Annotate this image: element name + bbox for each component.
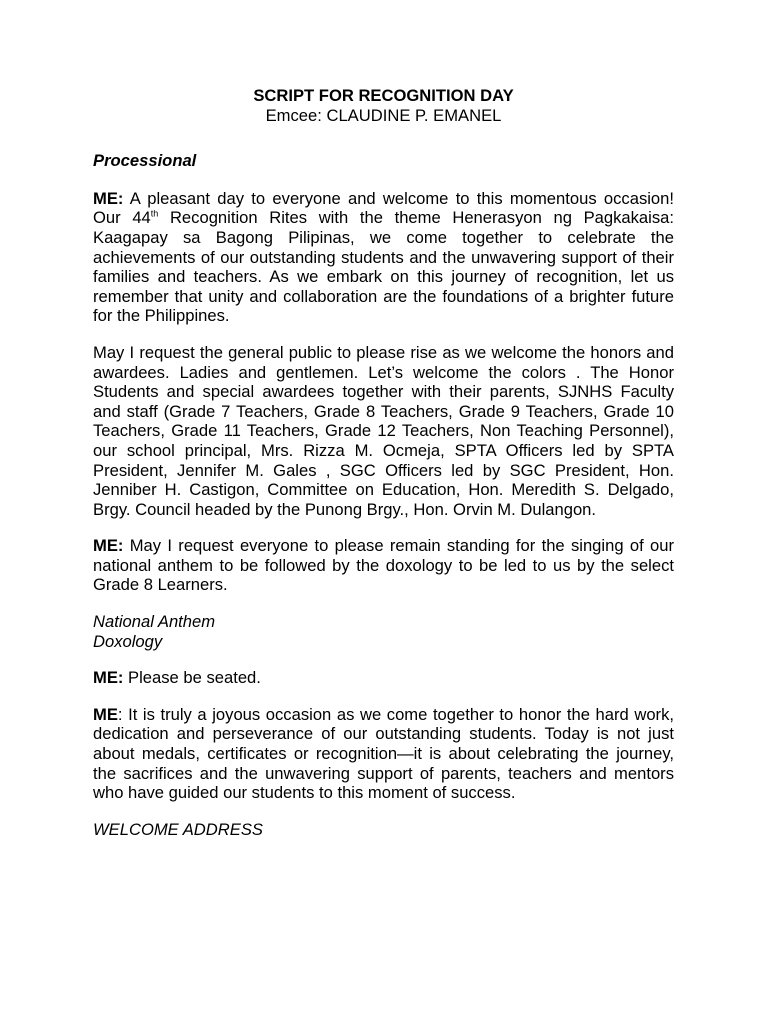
emcee-line: Emcee: CLAUDINE P. EMANEL — [265, 105, 502, 125]
paragraph-welcome-text-a: A pleasant day to everyone and welcome to this momentous occasion! Our 44 — [93, 188, 674, 228]
paragraph-anthem-request — [93, 536, 674, 595]
paragraph-welcome — [93, 189, 674, 326]
document-title: SCRIPT FOR RECOGNITION DAY — [253, 86, 514, 105]
paragraph-welcome-text-b: Recognition Rites with the theme Henerasyon ng Pagkakaisa: Kaagapay sa Bagong Pilipinas, we come together to celebrate the achievements of our outstanding students and the unwavering support of their families and teachers. As we embark on this journey of recognition, let us remember that unity and collaboration are the foundations of a brighter future for the Philippines. — [93, 208, 674, 326]
cue-national-anthem: National Anthem — [93, 612, 216, 632]
speaker-label-plain: ME — [93, 704, 118, 724]
ordinal-suffix: th — [150, 208, 159, 219]
paragraph-be-seated-text: Please be seated. — [128, 668, 261, 688]
speaker-label: ME: — [93, 536, 124, 556]
paragraph-entrance: May I request the general public to please rise as we welcome the honors and awardees. Ladies and gentlemen. Let’s welcome the colors . The Honor Students and special awardees together with their parents, SJNHS Faculty and staff (Grade 7 Teachers, Grade 8 Teachers, Grade 9 Teachers, Grade 10 Teachers, Grade 11 Teachers, Grade 12 Teachers, Non Teaching Personnel), our school principal, Mrs. Rizza M. Ocmeja, SPTA Officers led by SPTA President, Jennifer M. Gales , SGC Officers led by SGC President, Hon. Jenniber H. Castigon, Committee on Education, Hon. Meredith S. Delgado, Brgy. Council headed by the Punong Brgy., Hon. Orvin M. Dulangon. — [93, 342, 674, 519]
paragraph-joyous-occasion-text: : It is truly a joyous occasion as we come together to honor the hard work, dedication and perseverance of our outstanding students. Today is not just about medals, certificates or recognition—it is about celebrating the journey, the sacrifices and the unwavering support of parents, teachers and mentors who have guided our students to this moment of success. — [93, 704, 674, 803]
paragraph-be-seated — [93, 668, 674, 688]
paragraph-anthem-request-text: May I request everyone to please remain standing for the singing of our national anthem to be followed by the doxology to be led to us by the select Grade 8 Learners. — [93, 536, 674, 595]
speaker-label: ME: — [93, 188, 124, 208]
cue-welcome-address: WELCOME ADDRESS — [93, 819, 263, 839]
cue-doxology: Doxology — [93, 631, 163, 651]
section-processional: Processional — [93, 151, 197, 171]
document-page — [93, 86, 674, 839]
paragraph-joyous-occasion — [93, 705, 674, 803]
speaker-label: ME: — [93, 668, 124, 688]
